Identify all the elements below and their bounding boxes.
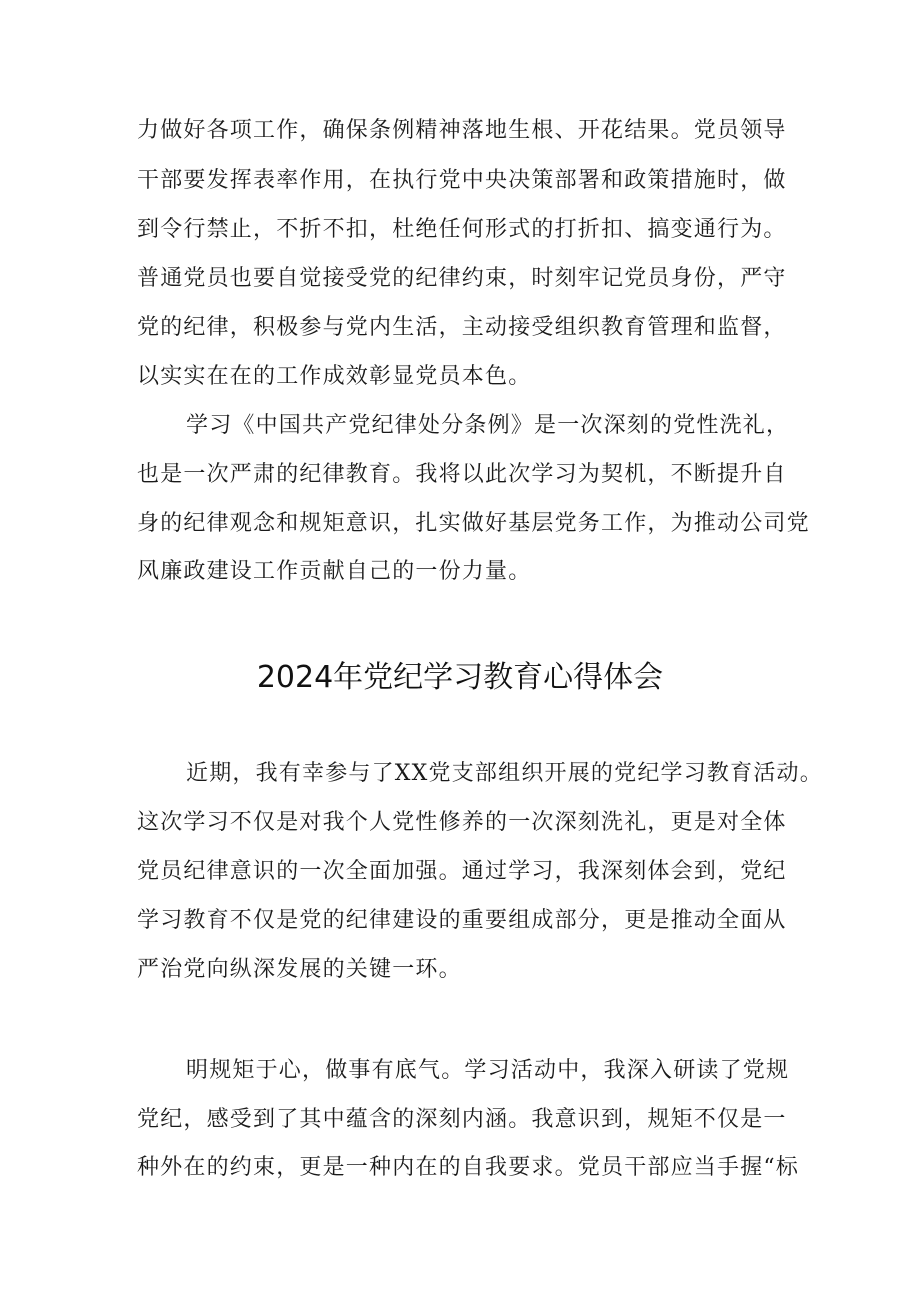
paragraph-line: 力做好各项工作，确保条例精神落地生根、开花结果。党员领导 (137, 118, 787, 143)
paragraph-line: 近期，我有幸参与了XX党支部组织开展的党纪学习教育活动。 (186, 761, 823, 786)
paragraph-line: 党的纪律，积极参与党内生活，主动接受组织教育管理和监督， (137, 315, 787, 340)
article-title: 2024年党纪学习教育心得体会 (256, 660, 664, 695)
paragraph-line: 也是一次严肃的纪律教育。我将以此次学习为契机，不断提升自 (137, 462, 787, 487)
paragraph-line: 风廉政建设工作贡献自己的一份力量。 (137, 559, 532, 584)
paragraph-line: 普通党员也要自觉接受党的纪律约束，时刻牢记党员身份，严守 (137, 266, 787, 291)
paragraph-line: 明规矩于心，做事有底气。学习活动中，我深入研读了党规 (186, 1058, 790, 1083)
paragraph-line: 学习教育不仅是党的纪律建设的重要组成部分，更是推动全面从 (137, 908, 787, 933)
paragraph-line: 党员纪律意识的一次全面加强。通过学习，我深刻体会到，党纪 (137, 859, 787, 884)
paragraph-line: 种外在的约束，更是一种内在的自我要求。党员干部应当手握“标 (137, 1155, 800, 1180)
paragraph-line: 这次学习不仅是对我个人党性修养的一次深刻洗礼，更是对全体 (137, 810, 787, 835)
paragraph-line: 学习《中国共产党纪律处分条例》是一次深刻的党性洗礼， (186, 413, 790, 438)
paragraph-line: 党纪，感受到了其中蕴含的深刻内涵。我意识到，规矩不仅是一 (137, 1107, 787, 1132)
paragraph-line: 身的纪律观念和规矩意识，扎实做好基层党务工作，为推动公司党 (137, 511, 810, 536)
paragraph-line: 严治党向纵深发展的关键一环。 (137, 957, 462, 982)
paragraph-line: 以实实在在的工作成效彰显党员本色。 (137, 364, 532, 389)
paragraph-line: 到令行禁止，不折不扣，杜绝任何形式的打折扣、搞变通行为。 (137, 217, 787, 242)
paragraph-line: 干部要发挥表率作用，在执行党中央决策部署和政策措施时，做 (137, 168, 787, 193)
